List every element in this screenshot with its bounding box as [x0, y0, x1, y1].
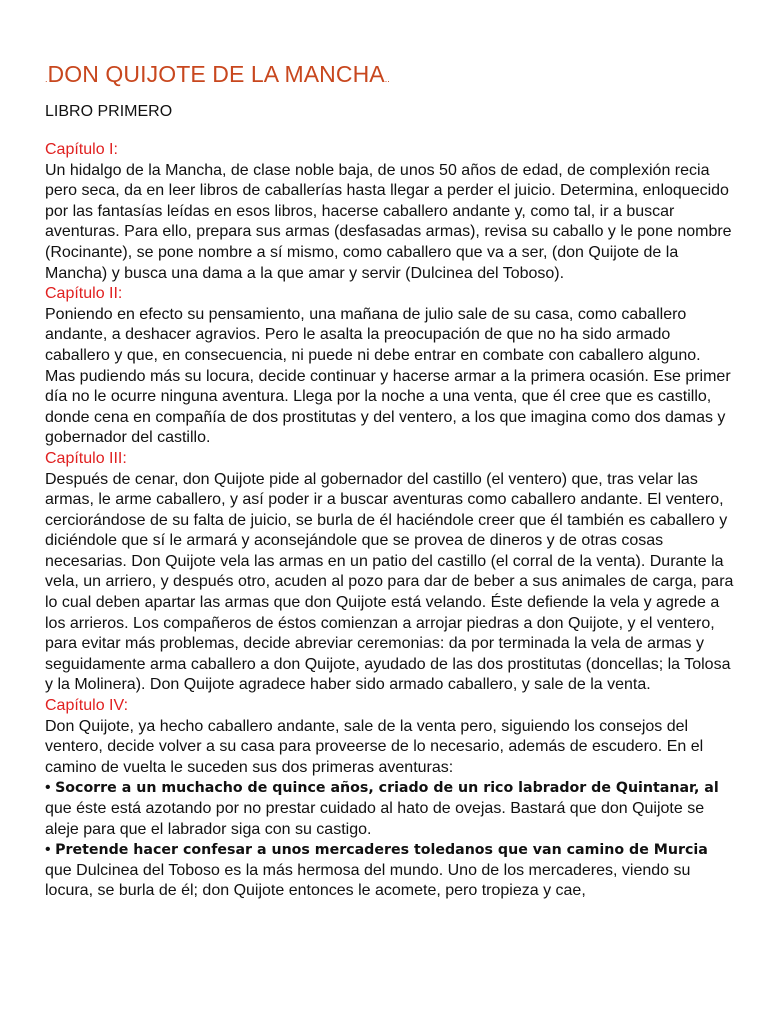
chapter-3	[45, 449, 735, 696]
chapter-heading: Capítulo I:	[45, 141, 118, 158]
title-suffix-dots: ..	[384, 74, 390, 84]
chapter-2	[45, 284, 735, 449]
title-prefix-dot: .	[45, 74, 48, 84]
book-heading: LIBRO PRIMERO	[45, 103, 173, 120]
title-text: DON QUIJOTE DE LA MANCHA	[47, 61, 385, 87]
bullet-text: que éste está azotando por no prestar cuidado al hato de ovejas. Bastará que don Quijote se aleje para que el labrador siga con su castigo.	[45, 800, 705, 838]
bullet-marker: •	[45, 779, 51, 797]
chapter-text: Don Quijote, ya hecho caballero andante, sale de la venta pero, siguiendo los consejos del ventero, decide volver a su casa para proveerse de lo necesario, además de escudero. En el camino de vuelta le suceden sus dos primeras aventuras:	[45, 717, 704, 776]
bullet-marker: •	[45, 841, 51, 859]
chapter-1	[45, 140, 735, 284]
chapter-text: Poniendo en efecto su pensamiento, una mañana de julio sale de su casa, como caballero andante, a deshacer agravios. Pero le asalta la preocupación de que no ha sido armado caballero y que, en consecuencia, ni puede ni debe entrar en combate con caballero alguno. Mas pudiendo más su locura, decide continuar y hacerse armar a la primera ocasión. Ese primer día no le ocurre ninguna aventura. Llega por la noche a una venta, que él cree que es castillo, donde cena en compañía de dos prostitutas y del ventero, a los que imagina como dos damas y gobernador del castillo.	[45, 305, 731, 447]
chapter-text: Después de cenar, don Quijote pide al gobernador del castillo (el ventero) que, tras velar las armas, le arme caballero, y así poder ir a buscar aventuras como caballero andante. El ventero, cerciorándose de su falta de juicio, se burla de él haciéndole creer que él también es caballero y diciéndole que sí le armará y aconsejándole que se provea de dineros y de otras cosas necesarias. Don Quijote vela las armas en un patio del castillo (el corral de la venta). Durante la vela, un arriero, y después otro, acuden al pozo para dar de beber a sus animales de carga, para lo cual deben apartar las armas que don Quijote está velando. Éste defiende la vela y agrede a los arrieros. Los compañeros de éstos comienzan a arrojar piedras a don Quijote, y el ventero, para evitar más problemas, decide abreviar ceremonias: da por terminada la vela de armas y seguidamente arma caballero a don Quijote, ayudado de las dos prostitutas (doncellas; la Tolosa y la Molinera). Don Quijote agradece haber sido armado caballero, y sale de la venta.	[45, 470, 734, 694]
list-item	[45, 840, 735, 902]
document-title	[45, 48, 735, 88]
document-body	[45, 140, 735, 902]
chapter-heading: Capítulo II:	[45, 285, 123, 303]
bullet-text: que Dulcinea del Toboso es la más hermosa del mundo. Uno de los mercaderes, viendo su locura, se burla de él; don Quijote entonces le acomete, pero tropieza y cae,	[45, 861, 691, 900]
list-item	[45, 778, 735, 840]
bullet-bold-text: Socorre a un muchacho de quince años, criado de un rico labrador de Quintanar, al	[55, 780, 719, 797]
document-page	[45, 48, 735, 902]
bullet-bold-text: Pretende hacer confesar a unos mercaderes toledanos que van camino de Murcia	[55, 842, 708, 859]
chapter-4	[45, 696, 735, 778]
chapter-heading: Capítulo IV:	[45, 697, 129, 715]
chapter-heading: Capítulo III:	[45, 449, 127, 467]
chapter-text: Un hidalgo de la Mancha, de clase noble baja, de unos 50 años de edad, de complexión recia pero seca, da en leer libros de caballerías hasta llegar a perder el juicio. Determina, enloquecido por las fantasías leídas en esos libros, hacerse caballero andante y, como tal, ir a buscar aventuras. Para ello, prepara sus armas (desfasadas armas), revisa su caballo y le pone nombre (Rocinante), se pone nombre a sí mismo, como caballero que va a ser, (don Quijote de la Mancha) y busca una dama a la que amar y servir (Dulcinea del Toboso).	[45, 161, 732, 282]
